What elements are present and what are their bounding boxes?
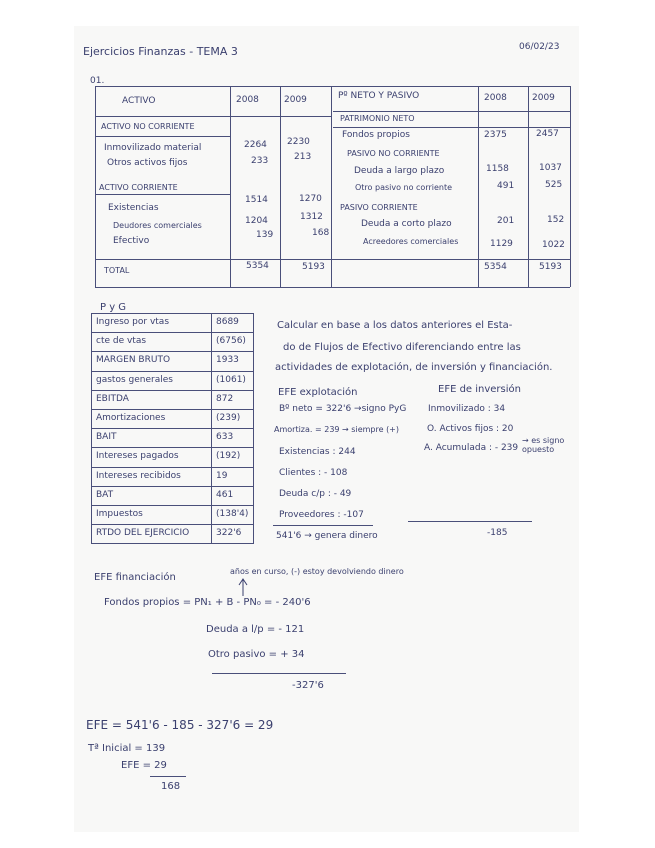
total-label: TOTAL xyxy=(104,266,130,275)
pyg-row-label: Intereses pagados xyxy=(96,451,179,462)
section-number: 01. xyxy=(90,76,105,86)
pyg-row-value: (138'4) xyxy=(216,509,249,519)
pyg-row-label: MARGEN BRUTO xyxy=(96,355,171,366)
pyg-row-label: Impuestos xyxy=(96,509,143,519)
efectivo-2009: 168 xyxy=(312,228,330,238)
pyg-row-label: EBITDA xyxy=(96,393,129,404)
pyg-row-label: gastos generales xyxy=(96,374,173,385)
efe-financiacion-note: años en curso, (-) estoy devolviendo dinero xyxy=(230,567,404,576)
efe-existencias: Existencias : 244 xyxy=(279,447,356,457)
page-date: 06/02/23 xyxy=(519,42,560,52)
efe-deuda-cp: Deuda c/p : - 49 xyxy=(279,489,352,499)
pyg-row-value: 633 xyxy=(216,432,234,443)
efe-clientes: Clientes : - 108 xyxy=(279,468,348,478)
fondos-label: Fondos propios xyxy=(342,130,410,140)
efe-financiacion-rule xyxy=(212,673,346,674)
pyg-row-value: (6756) xyxy=(216,336,246,347)
active-current: ACTIVO CORRIENTE xyxy=(99,183,178,192)
liabilities-year-2009: 2009 xyxy=(532,93,555,103)
pasivo-no-corriente: PASIVO NO CORRIENTE xyxy=(347,149,440,158)
otro-pasivo-label: Otro pasivo no corriente xyxy=(355,183,453,192)
efe-deuda-lp: Deuda a l/p = - 121 xyxy=(206,624,305,635)
liabilities-total-2008: 5354 xyxy=(484,262,507,272)
efe-signo-note: → es signo opuesto xyxy=(522,436,565,454)
pyg-row-value: 872 xyxy=(216,393,234,404)
otros-activos-label: Otros activos fijos xyxy=(107,158,188,168)
inmovilizado-2009: 2230 xyxy=(287,137,310,147)
page-title: Ejercicios Finanzas - TEMA 3 xyxy=(83,45,238,58)
efe-fondos: Fondos propios = PN₁ + B - PN₀ = - 240'6 xyxy=(104,597,311,608)
patrimonio-neto: PATRIMONIO NETO xyxy=(340,114,415,123)
deuda-cp-2008: 201 xyxy=(497,216,515,226)
otros-activos-2008: 233 xyxy=(251,156,269,166)
deudores-label: Deudores comerciales xyxy=(113,221,202,230)
liabilities-header: Pº NETO Y PASIVO xyxy=(338,91,420,101)
active-year-2009: 2009 xyxy=(284,95,307,105)
deuda-lp-label: Deuda a largo plazo xyxy=(354,166,445,176)
inmovilizado-2008: 2264 xyxy=(244,140,267,150)
efe-proveedores: Proveedores : -107 xyxy=(279,510,364,520)
efe-amort-acumulada: A. Acumulada : - 239 xyxy=(424,443,519,453)
acreedores-label: Acreedores comerciales xyxy=(363,237,459,246)
summary-efe2: EFE = 29 xyxy=(121,760,167,771)
efectivo-2008: 139 xyxy=(256,230,274,240)
otro-pasivo-2008: 491 xyxy=(497,181,515,191)
acreedores-2009: 1022 xyxy=(542,240,565,250)
efe-financiacion-total: -327'6 xyxy=(292,680,324,691)
task-line-1: Calcular en base a los datos anteriores el Esta- xyxy=(277,320,513,331)
efe-otro-pasivo: Otro pasivo = + 34 xyxy=(208,649,305,660)
pyg-title: P y G xyxy=(100,302,127,313)
efe-explotacion-total: 541'6 → genera dinero xyxy=(276,531,378,541)
otro-pasivo-2009: 525 xyxy=(545,180,563,190)
pyg-row-value: (1061) xyxy=(216,374,246,385)
task-line-3: actividades de explotación, de inversión y financiación. xyxy=(275,362,553,373)
pyg-row-value: 1933 xyxy=(216,355,239,366)
efe-beneficio: Bº neto = 322'6 →signo PyG xyxy=(279,404,407,414)
deuda-cp-2009: 152 xyxy=(547,215,565,225)
pyg-row-label: Intereses recibidos xyxy=(96,470,181,481)
liabilities-year-2008: 2008 xyxy=(484,93,507,103)
pyg-row-value: (239) xyxy=(216,413,241,423)
pyg-row-label: BAT xyxy=(96,489,114,500)
existencias-label: Existencias xyxy=(108,203,159,213)
pyg-row-value: 322'6 xyxy=(216,528,242,539)
efe-inversion-title: EFE de inversión xyxy=(438,384,521,395)
deudores-2008: 1204 xyxy=(245,216,268,226)
pyg-row-label: Amortizaciones xyxy=(96,413,166,423)
pyg-row-label: RTDO DEL EJERCICIO xyxy=(96,528,190,539)
deudores-2009: 1312 xyxy=(300,212,323,222)
deuda-lp-2009: 1037 xyxy=(539,163,562,173)
summary-rule xyxy=(150,776,186,777)
inmovilizado-label: Inmovilizado material xyxy=(104,143,202,153)
total-2009: 5193 xyxy=(302,262,325,272)
efe-financiacion-title: EFE financiación xyxy=(94,572,176,583)
active-non-current: ACTIVO NO CORRIENTE xyxy=(101,122,195,131)
fondos-2009: 2457 xyxy=(536,129,559,139)
pyg-row-label: BAIT xyxy=(96,432,117,443)
efe-amortiza: Amortiza. = 239 → siempre (+) xyxy=(274,425,400,434)
deuda-cp-label: Deuda a corto plazo xyxy=(361,219,452,229)
existencias-2009: 1270 xyxy=(299,194,322,204)
efe-inversion-total: -185 xyxy=(487,528,508,538)
pyg-row-value: (192) xyxy=(216,451,241,462)
efectivo-label: Efectivo xyxy=(113,236,150,246)
pyg-row-label: cte de vtas xyxy=(96,336,147,347)
efe-explotacion-title: EFE explotación xyxy=(278,387,358,398)
summary-final: 168 xyxy=(161,781,181,792)
pyg-row-value: 19 xyxy=(216,470,228,481)
summary-efe: EFE = 541'6 - 185 - 327'6 = 29 xyxy=(86,718,274,732)
pyg-row-value: 8689 xyxy=(216,317,239,327)
efe-otros-activos: O. Activos fijos : 20 xyxy=(427,424,514,434)
pyg-row-label: Ingreso por vtas xyxy=(96,317,170,327)
efe-inmovilizado: Inmovilizado : 34 xyxy=(428,404,506,414)
acreedores-2008: 1129 xyxy=(490,239,513,249)
liabilities-total-2009: 5193 xyxy=(539,262,562,272)
task-line-2: do de Flujos de Efectivo diferenciando entre las xyxy=(283,342,521,353)
fondos-2008: 2375 xyxy=(484,130,507,140)
otros-activos-2009: 213 xyxy=(294,152,312,162)
summary-tesoreria: Tª Inicial = 139 xyxy=(88,743,166,754)
active-header: ACTIVO xyxy=(122,96,156,106)
pyg-row-value: 461 xyxy=(216,489,234,500)
deuda-lp-2008: 1158 xyxy=(486,164,509,174)
total-2008: 5354 xyxy=(246,261,269,271)
pasivo-corriente: PASIVO CORRIENTE xyxy=(340,203,418,212)
existencias-2008: 1514 xyxy=(245,195,268,205)
active-year-2008: 2008 xyxy=(236,95,259,105)
